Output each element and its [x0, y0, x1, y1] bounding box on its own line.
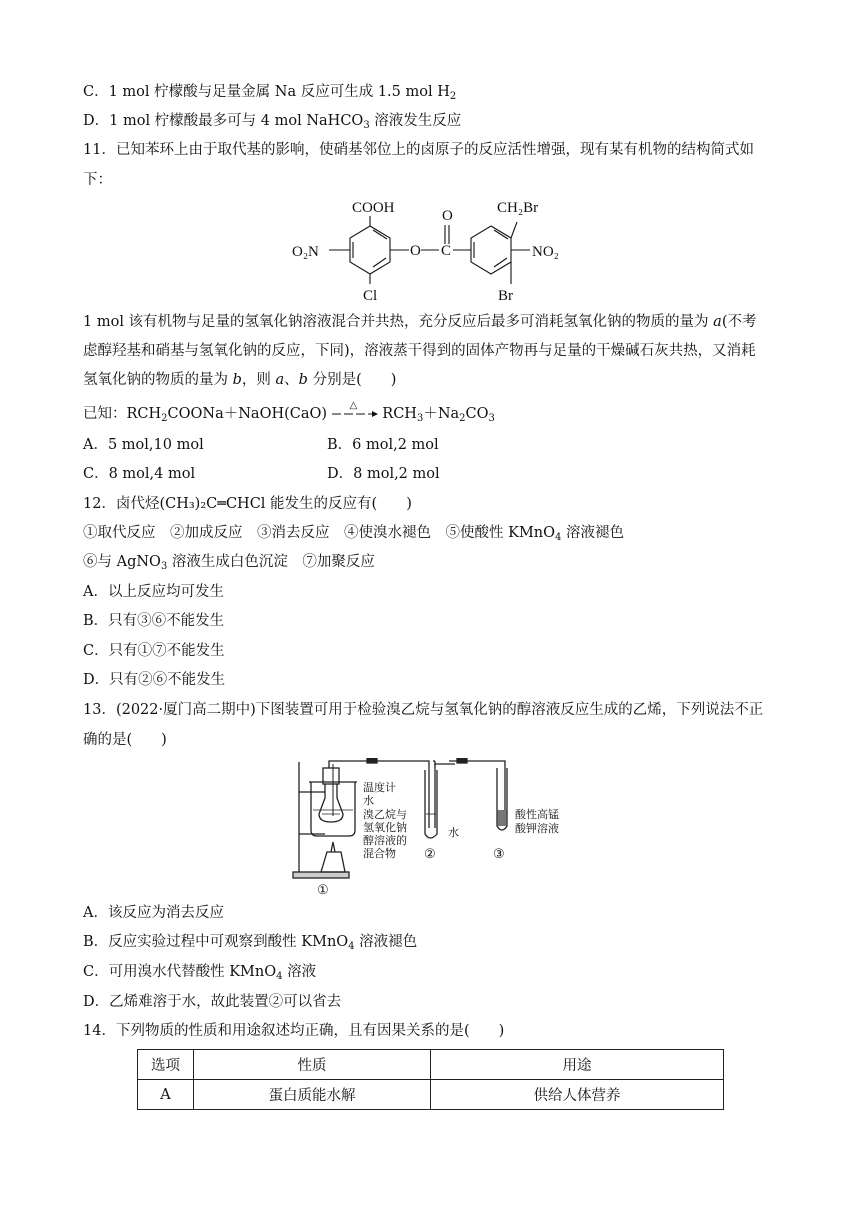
ester-oxygen-label: O — [410, 243, 421, 259]
q12-list-line1: ①取代反应 ②加成反应 ③消去反应 ④使溴水褪色 ⑤使酸性 KMnO$_4$ 溶液褪色 — [83, 525, 624, 543]
table-cell: A — [138, 1080, 194, 1110]
q11-stem-line1: 11．已知苯环上由于取代基的影响，使硝基邻位上的卤原子的反应活性增强，现有某有机物的结构简式如 — [83, 142, 754, 158]
q11-option-b: B．6 mol,2 mol — [327, 437, 439, 453]
q11-desc-line2: 虑醇羟基和硝基与氢氧化钠的反应，下同)，溶液蒸干得到的固体产物再与足量的干燥碱石灰共热，又消耗 — [83, 343, 756, 359]
table-cell: 供给人体营养 — [431, 1080, 724, 1110]
q12-option-a: A．以上反应均可发生 — [83, 584, 224, 600]
q14-table — [137, 1049, 724, 1110]
q13-option-b: B．反应实验过程中可观察到酸性 KMnO$_4$ 溶液褪色 — [83, 934, 418, 952]
q11-option-c: C．8 mol,4 mol — [83, 466, 196, 482]
q12-stem: 12．卤代烃(CH₃)₂C═CHCl 能发生的反应有( ) — [83, 496, 412, 512]
q10-option-d: D．1 mol 柠檬酸最多可与 4 mol NaHCO$_3$ 溶液发生反应 — [83, 113, 462, 131]
heat-arrow — [332, 400, 378, 421]
table-header-row — [138, 1050, 724, 1080]
label-num-2: ② — [424, 846, 436, 861]
label-kmno4-1: 酸性高锰 — [515, 809, 559, 821]
q13-option-d: D．乙烯难溶于水，故此装置②可以省去 — [83, 994, 342, 1010]
label-water-tube: 水 — [448, 827, 459, 839]
q12-option-b: B．只有③⑥不能发生 — [83, 613, 225, 629]
label-water-bath: 水 — [363, 795, 374, 807]
carbonyl-carbon-label: C — [441, 243, 452, 259]
br-label: Br — [498, 288, 513, 304]
heat-symbol: △ — [349, 400, 358, 411]
table-header-cell: 性质 — [194, 1050, 431, 1080]
q13-apparatus-diagram — [285, 758, 585, 898]
label-mixture-3: 醇溶液的 — [363, 835, 407, 847]
label-num-3: ③ — [493, 846, 505, 861]
q11-stem-line2: 下： — [83, 172, 112, 188]
q11-desc-line3: 氢氧化钠的物质的量为 b，则 a、b 分别是( ) — [83, 372, 397, 388]
q12-option-d: D．只有②⑥不能发生 — [83, 672, 226, 688]
table-header-cell: 选项 — [138, 1050, 194, 1080]
q10-option-c: C．1 mol 柠檬酸与足量金属 Na 反应可生成 1.5 mol $H_2$ — [83, 84, 457, 102]
table-row — [138, 1080, 724, 1110]
label-mixture-1: 溴乙烷与 — [363, 809, 407, 821]
q11-option-d: D．8 mol,2 mol — [327, 466, 440, 482]
q13-stem-line2: 确的是( ) — [83, 732, 167, 748]
cooh-label: COOH — [352, 200, 395, 216]
q11-desc-line1: 1 mol 该有机物与足量的氢氧化钠溶液混合并共热，充分反应后最多可消耗氢氧化钠的物质的量为 a(不考 — [83, 314, 757, 330]
no2-label: NO₂ — [532, 244, 559, 260]
q13-stem-line1: 13．(2022·厦门高二期中)下图装置可用于检验溴乙烷与氢氧化钠的醇溶液反应生成的乙烯，下列说法不正 — [83, 702, 764, 718]
q14-stem: 14．下列物质的性质和用途叙述均正确，且有因果关系的是( ) — [83, 1023, 505, 1039]
carbonyl-oxygen-label: O — [442, 208, 453, 224]
q12-list-line2: ⑥与 AgNO$_3$ 溶液生成白色沉淀 ⑦加聚反应 — [83, 554, 375, 572]
table-header-cell: 用途 — [431, 1050, 724, 1080]
ch2br-label: CH₂Br — [497, 200, 539, 216]
q11-option-a: A．5 mol,10 mol — [83, 437, 204, 453]
table-cell: 蛋白质能水解 — [194, 1080, 431, 1110]
label-num-1: ① — [317, 882, 329, 897]
q13-option-c: C．可用溴水代替酸性 KMnO$_4$ 溶液 — [83, 964, 317, 982]
q13-option-a: A．该反应为消去反应 — [83, 905, 224, 921]
o2n-label: O₂N — [292, 244, 319, 260]
label-mixture-2: 氢氧化钠 — [363, 822, 407, 834]
q12-option-c: C．只有①⑦不能发生 — [83, 643, 225, 659]
cl-label: Cl — [363, 288, 378, 304]
q11-structure-diagram — [285, 194, 585, 306]
q11-known-reaction: 已知：$RCH_2COONa+NaOH(CaO)$ △ $RCH_3+Na_2CO_3$ — [83, 404, 495, 424]
label-kmno4-2: 酸钾溶液 — [515, 823, 559, 835]
label-thermometer: 温度计 — [363, 782, 396, 794]
label-mixture-4: 混合物 — [363, 848, 396, 860]
